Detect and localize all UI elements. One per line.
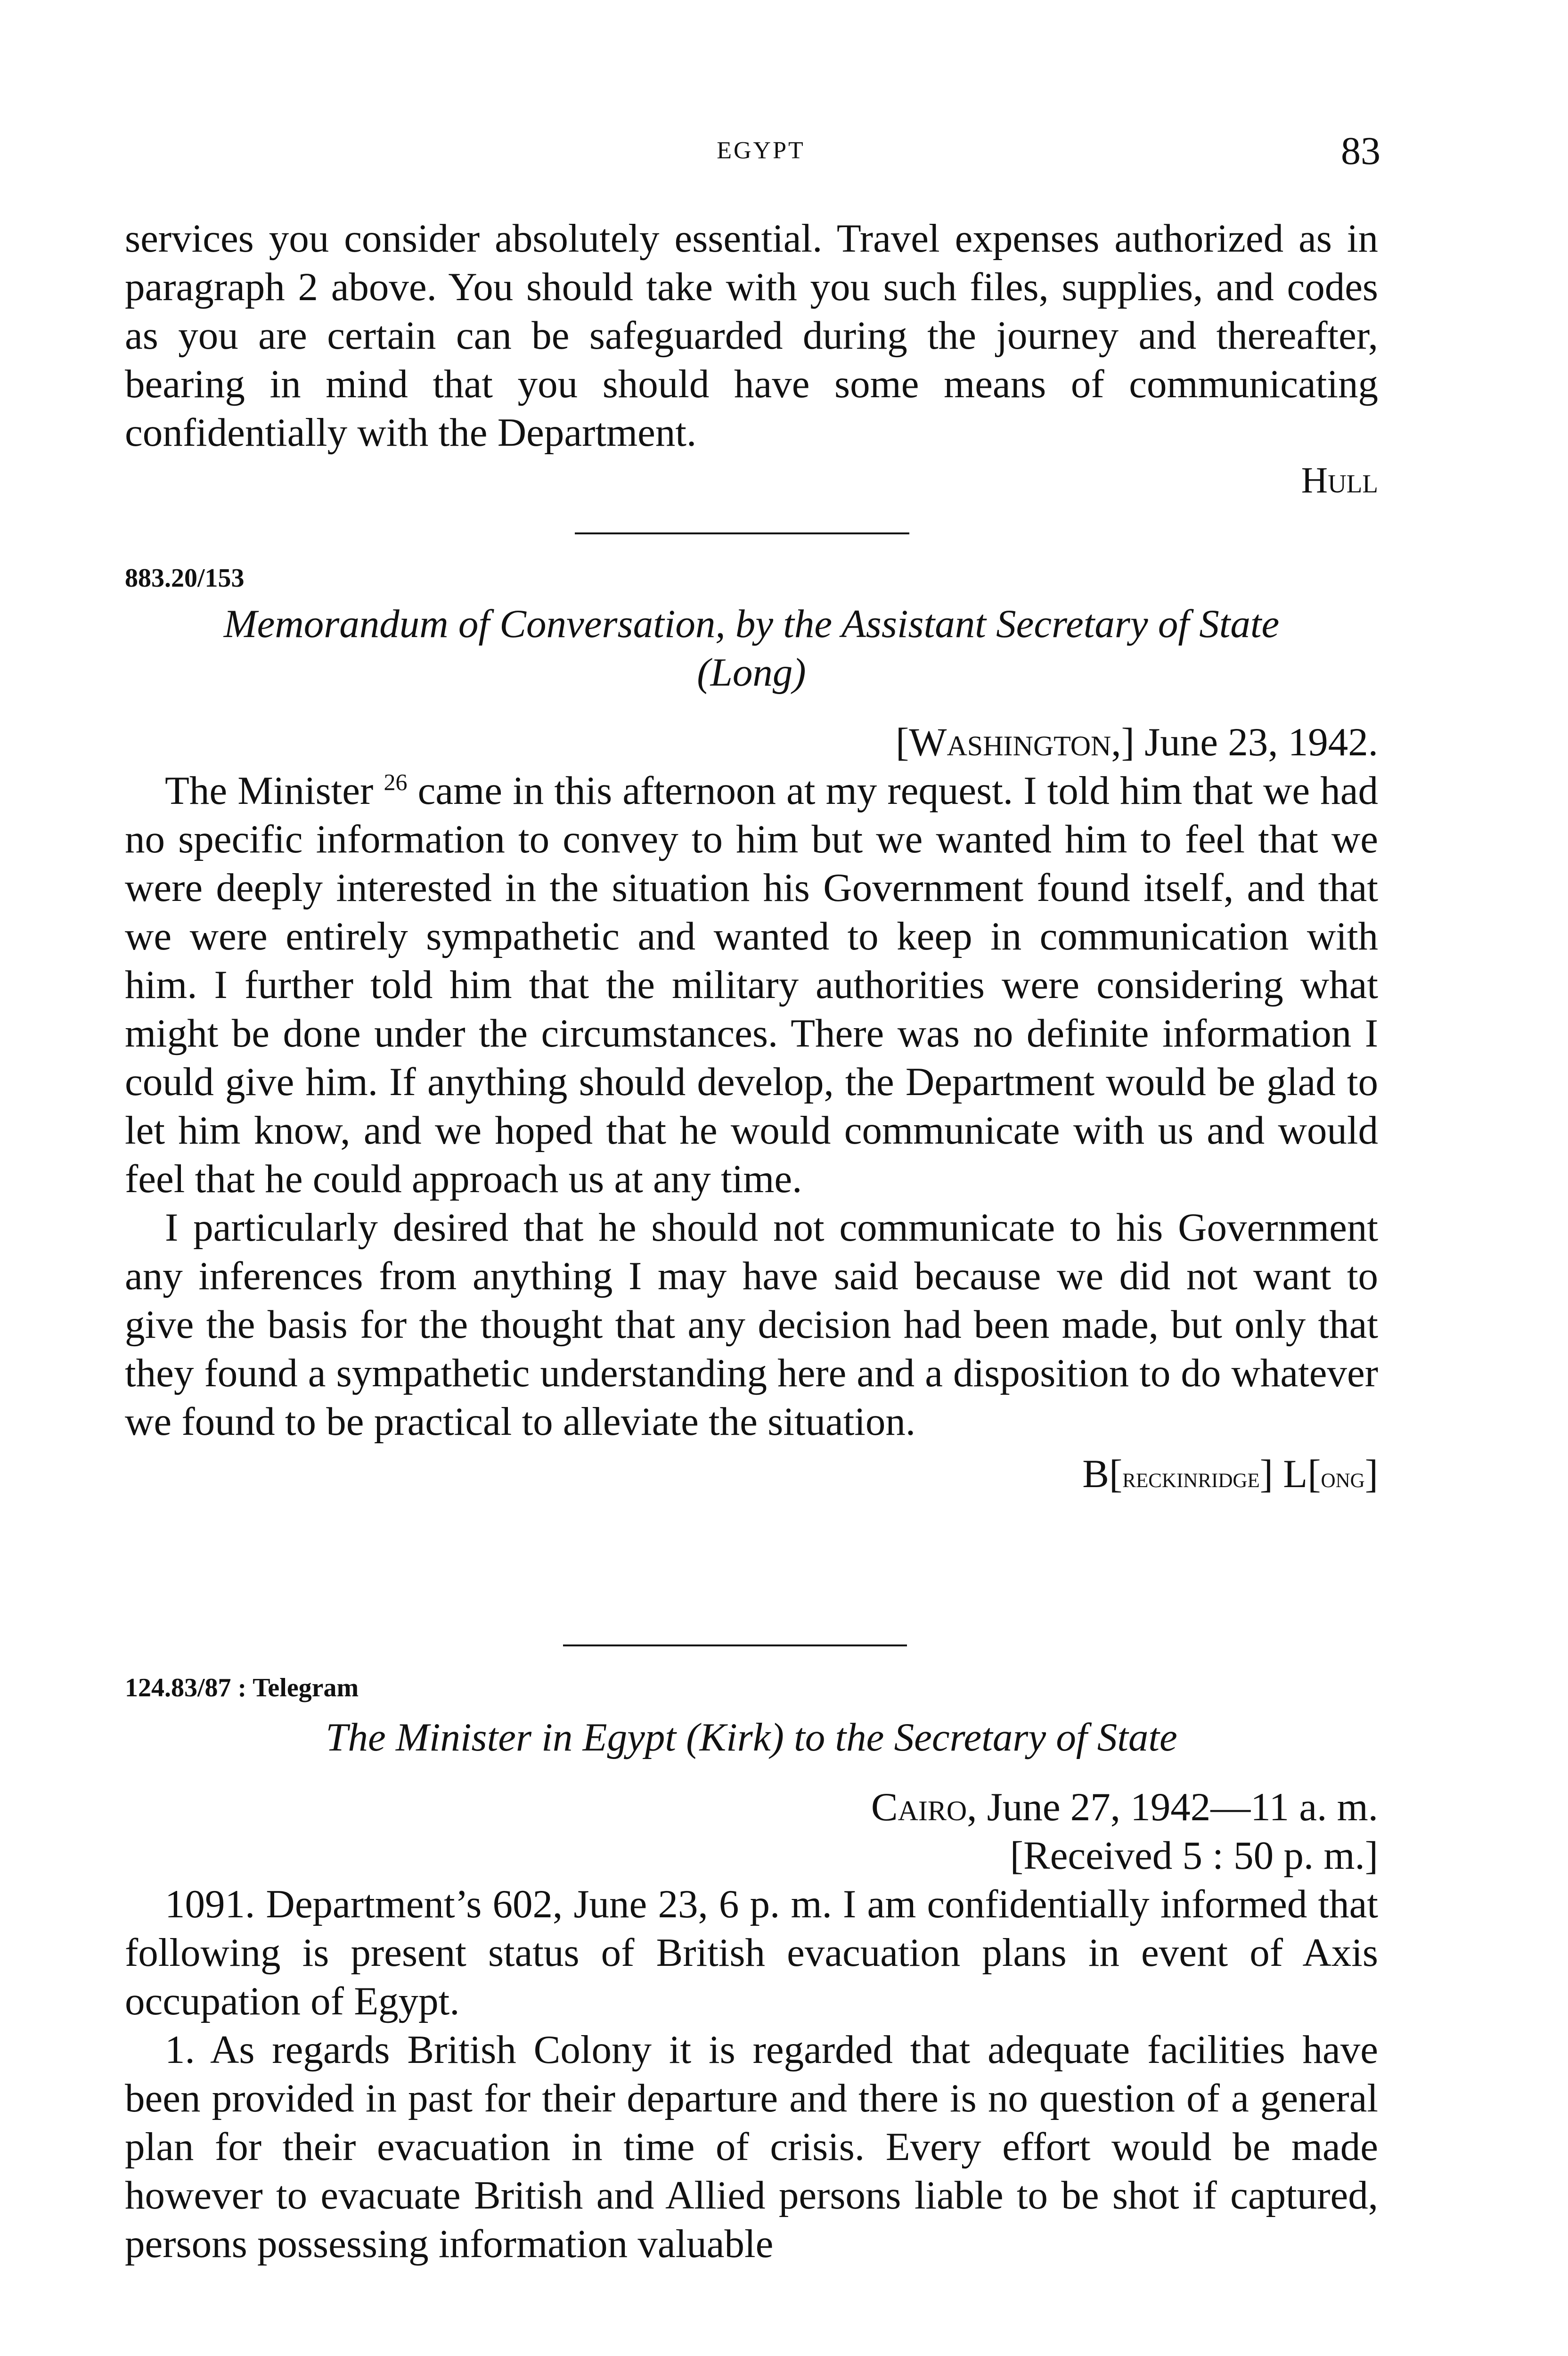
telegram-dateline-date: June 27, 1942—11 a. m.	[987, 1785, 1378, 1829]
memo-file-number: 883.20/153	[125, 564, 245, 593]
memo-dateline: [Washington,] June 23, 1942.	[895, 720, 1378, 764]
signature-hull: Hull	[1301, 459, 1378, 500]
sig-initial-b: B	[1082, 1452, 1109, 1496]
section-divider	[563, 1644, 907, 1646]
telegram-received: [Received 5 : 50 p. m.]	[1010, 1833, 1378, 1878]
sig-rest-b: reckinridge	[1122, 1462, 1260, 1494]
continuation-section	[125, 214, 1378, 501]
telegram-heading: The Minister in Egypt (Kirk) to the Secretary of State	[326, 1715, 1177, 1759]
memo-paragraph-1	[125, 767, 1378, 1203]
section-divider	[575, 532, 909, 534]
telegram-dateline	[125, 1783, 1378, 1832]
memo-heading-line1: Memorandum of Conversation, by the Assistant Secretary of State	[223, 602, 1280, 646]
sig-initial-l: L	[1283, 1452, 1308, 1496]
memorandum-section	[125, 563, 1378, 1497]
memo-para1-lead: The Minister	[165, 769, 374, 813]
telegram-section	[125, 1673, 1378, 2268]
page-number: 83	[1341, 129, 1380, 173]
memo-dateline-place: Washington,	[909, 720, 1121, 764]
telegram-paragraph-2: 1. As regards British Colony it is regarded that adequate facilities have been provided in past for their departure and there is no question of a general plan for their evacuation in time of crisis. Every effort would be made however to evacuate British and Allied persons liable to be shot if captured, persons possessing information valuable	[125, 2028, 1378, 2266]
continuation-paragraph: services you consider absolutely essential. Travel expenses authorized as in paragraph 2 above. You should take with you such files, supplies, and codes as you are certain can be safeguarded during the journey and thereafter, bearing in mind that you should have some means of communicating confidentially with the Department.	[125, 216, 1378, 455]
signature-long: B[reckinridge] L[ong]	[1082, 1452, 1378, 1496]
memo-dateline-date: June 23, 1942.	[1144, 720, 1378, 764]
telegram-paragraph-1: 1091. Department’s 602, June 23, 6 p. m. I am confidentially informed that following is present status of British evacuation plans in event of Axis occupation of Egypt.	[125, 1882, 1378, 2023]
memo-para1-body: came in this afternoon at my request. I told him that we had no specific information to convey to him but we wanted him to feel that we were deeply interested in the situation his Government found itself, and that we were entirely sympathetic and wanted to keep in communication with him. I further told him that the military authorities were considering what might be done under the circumstances. There was no definite information I could give him. If anything should develop, the Department would be glad to let him know, and we hoped that he would communicate with us and would feel that he could approach us at any time.	[125, 769, 1379, 1201]
memo-paragraph-2: I particularly desired that he should not communicate to his Government any inferences from anything I may have said because we did not want to give the basis for the thought that any decision had been made, but only that they found a sympathetic understanding here and a disposition to do whatever we found to be practical to alleviate the situation.	[125, 1205, 1378, 1444]
memo-heading-line2: (Long)	[697, 650, 806, 695]
telegram-file-number: 124.83/87 : Telegram	[125, 1673, 359, 1702]
footnote-ref: 26	[384, 769, 408, 795]
telegram-dateline-place: Cairo,	[871, 1785, 977, 1829]
running-title: EGYPT	[717, 137, 805, 164]
sig-rest-l: ong	[1321, 1462, 1365, 1494]
